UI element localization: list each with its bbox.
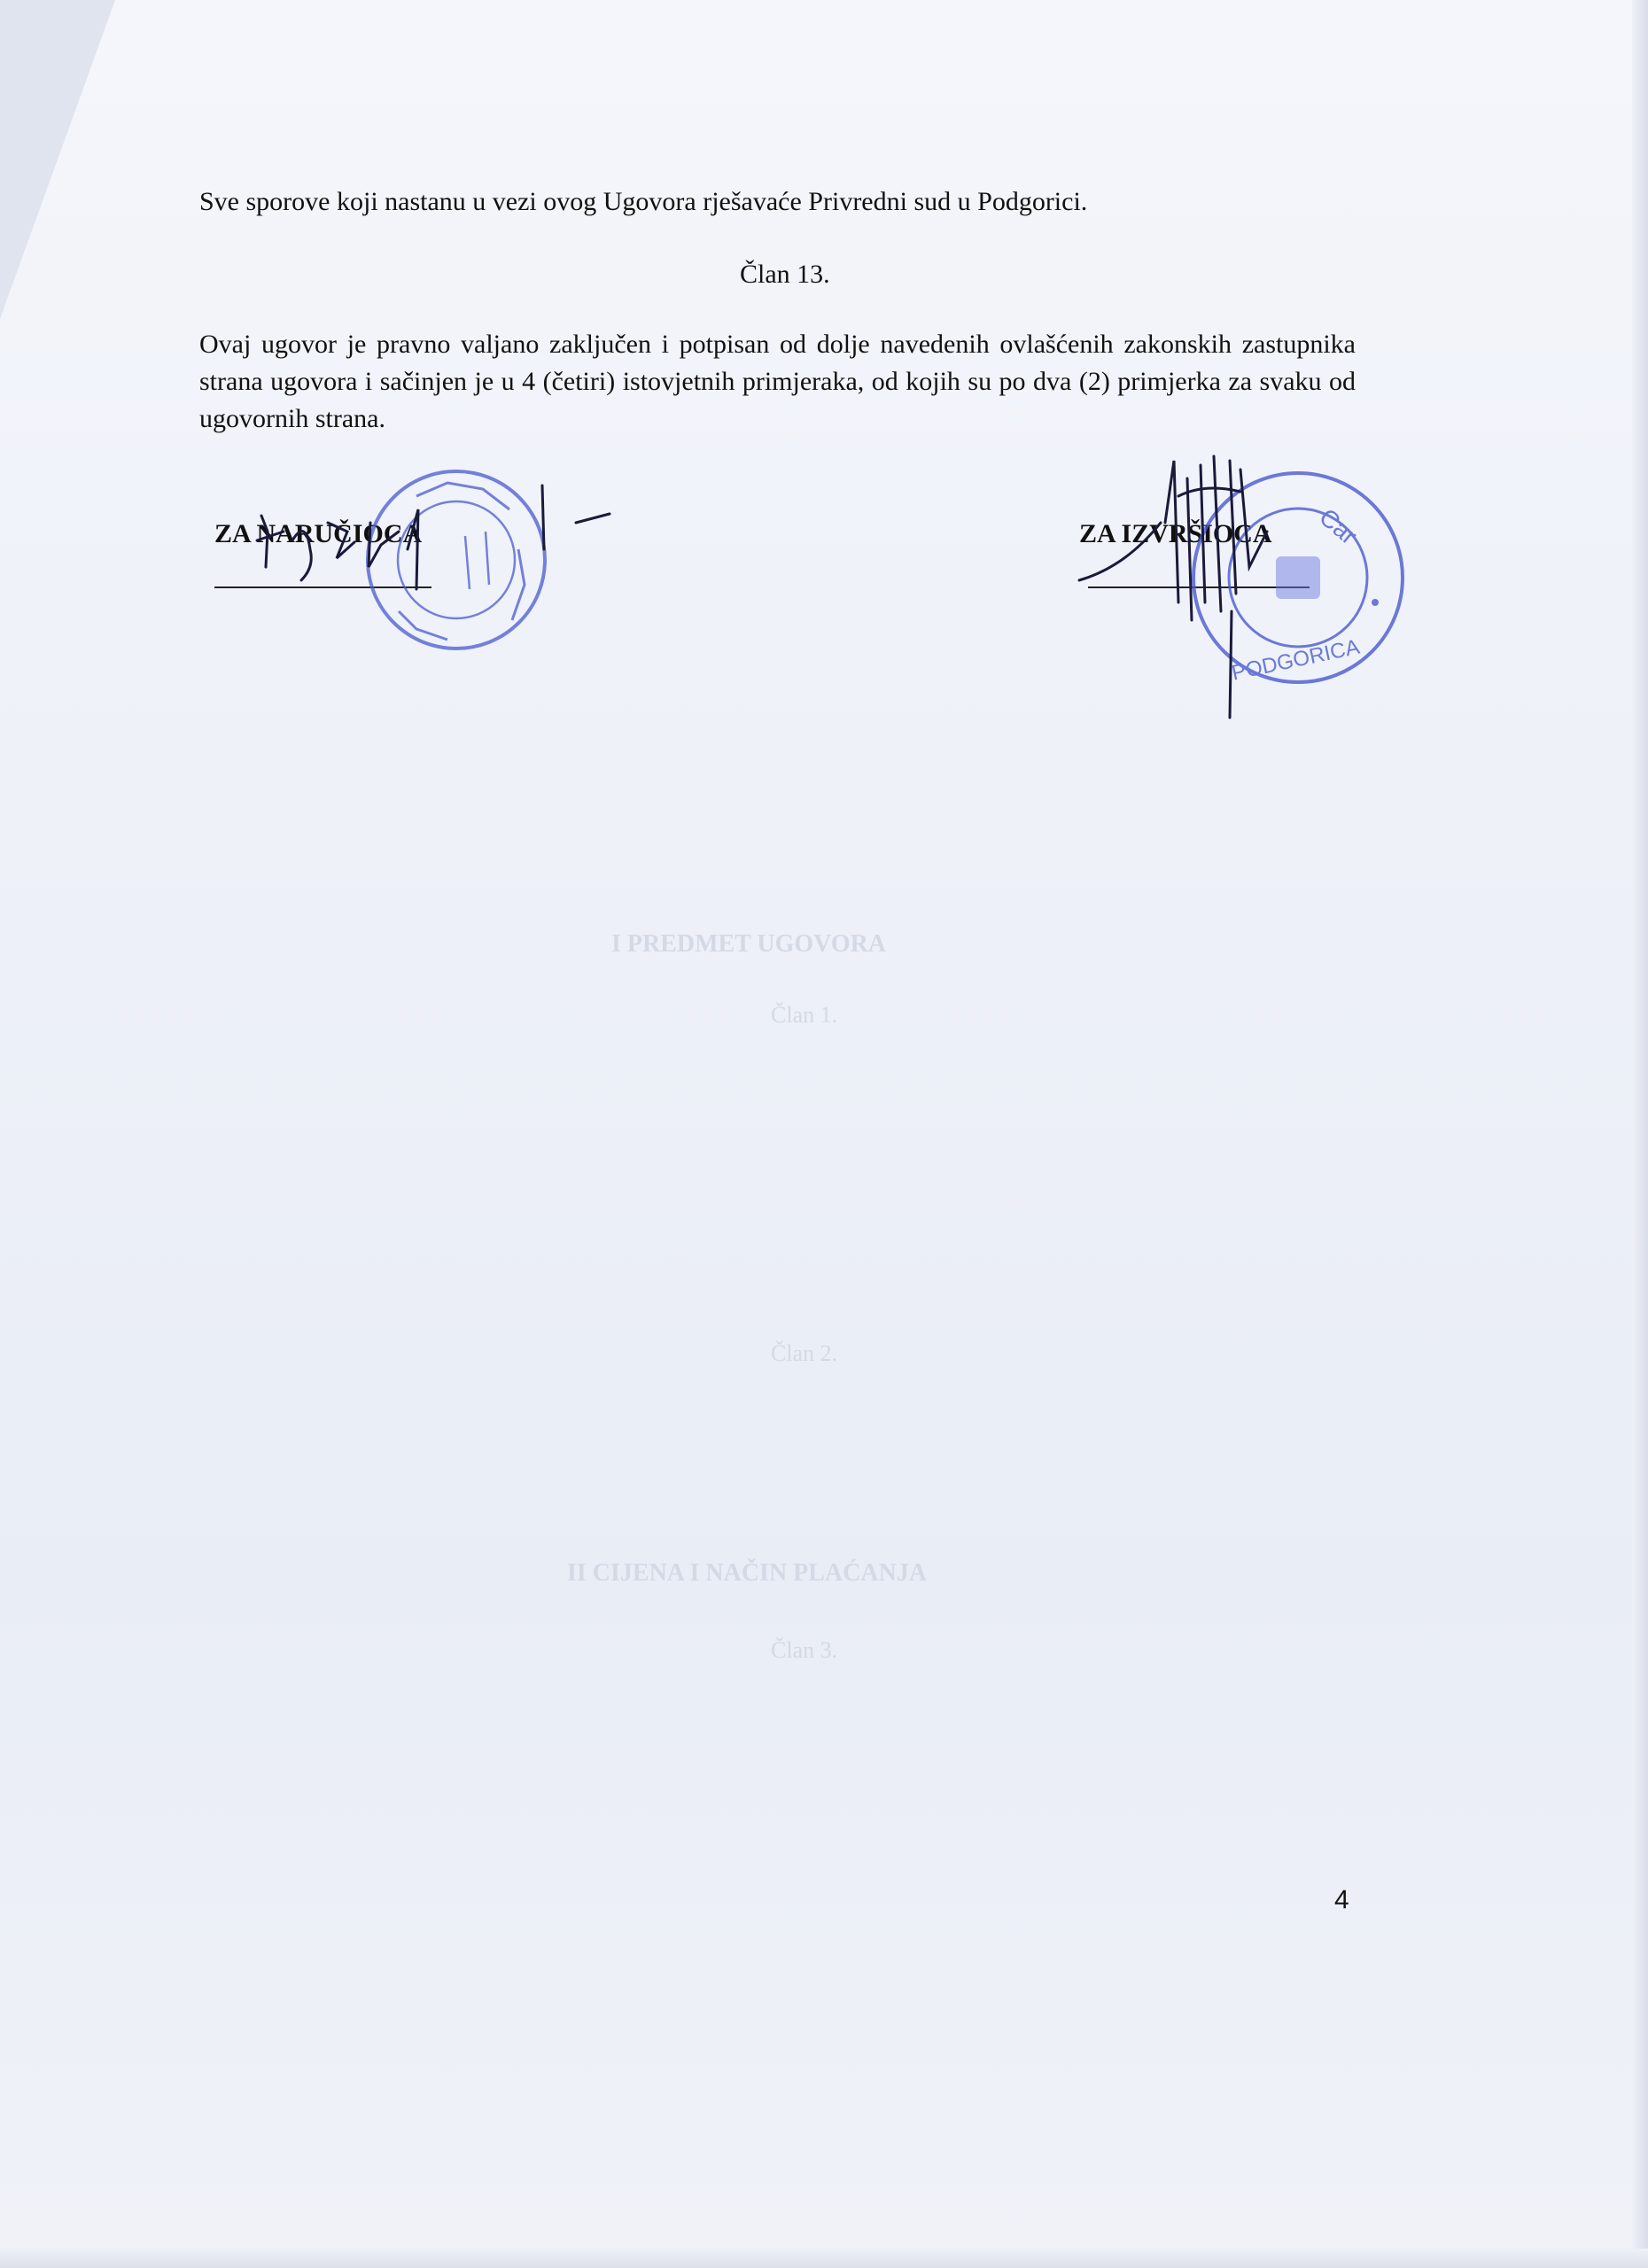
contractor-stamp-city: PODGORICA [1229,634,1362,686]
bleed-through-clan-2: Član 2. [771,1340,838,1366]
dispute-clause: Sve sporove koji nastanu u vezi ovog Ugovora rješavaće Privredni sud u Podgorici. [199,187,1088,216]
article-title: Član 13. [740,260,830,289]
article-paragraph: Ovaj ugovor je pravno valjano zaključen i potpisan od dolje navedenih ovlašćenih zakonskih zastupnika strana ugovora i sačinjen je u 4 (četiri) istovjetnih primjeraka, od kojih su po dva (2) primjerka za svaku od ugovornih strana. [199,330,1356,433]
contractor-signature-label: ZA IZVRŠIOCA [1079,519,1272,548]
bleed-through-heading-2: II CIJENA I NAČIN PLAĆANJA [567,1559,928,1587]
page-number: 4 [1334,1885,1349,1915]
client-signature-label: ZA NARUČIOCA [214,519,423,548]
bleed-through-clan-3: Član 3. [771,1637,838,1663]
contractor-stamp-brand: Car [1314,502,1363,550]
client-stamp [368,471,545,649]
bleed-through-clan-1: Član 1. [771,1002,838,1028]
bleed-through-heading-1: I PREDMET UGOVORA [611,930,887,958]
client-handwritten-signature [257,485,610,589]
contractor-stamp [1193,473,1403,686]
